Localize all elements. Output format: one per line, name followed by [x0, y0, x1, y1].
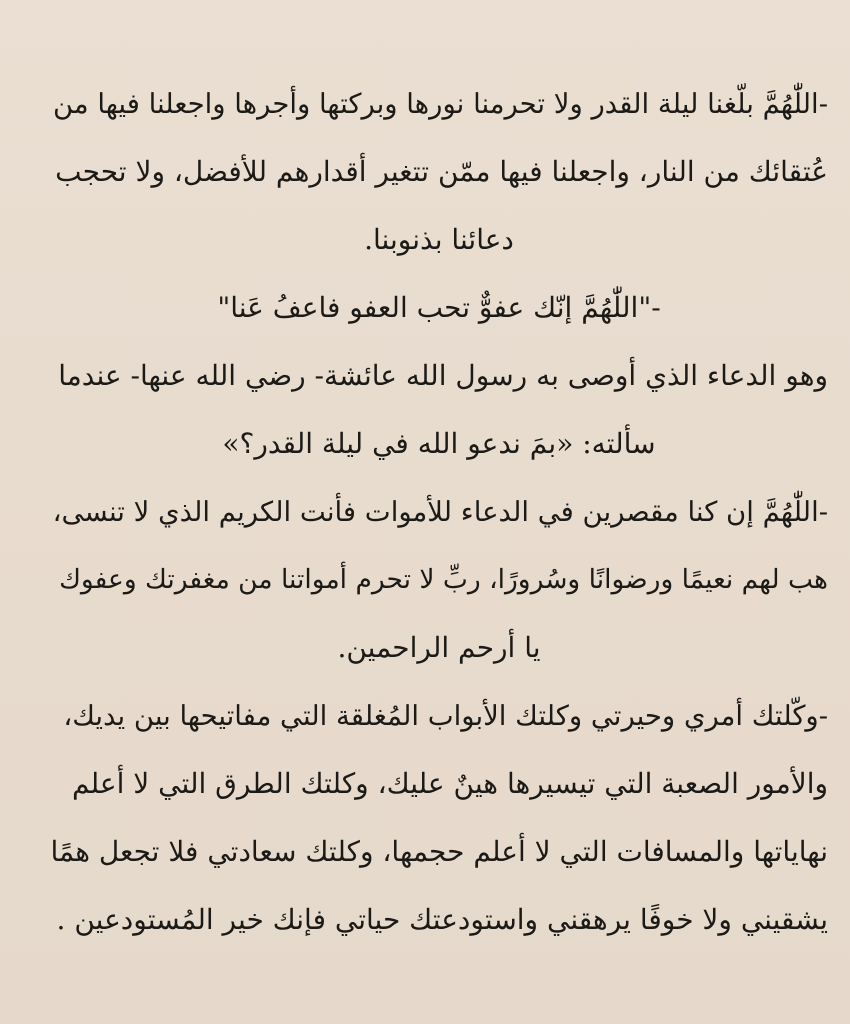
prayer-text-block [50, 70, 828, 954]
text-line: -اللّٰهُمَّ إن كنا مقصرين في الدعاء للأموات فأنت الكريم الذي لا تنسى، [52, 496, 828, 528]
text-line: -اللّٰهُمَّ بلّغنا ليلة القدر ولا تحرمنا نورها وبركتها وأجرها واجعلنا فيها من [52, 88, 828, 120]
text-line: -"اللّٰهُمَّ إنّك عفوٌّ تحب العفو فاعفُ عَنا" [217, 291, 661, 324]
text-line: وهو الدعاء الذي أوصى به رسول الله عائشة- رضي الله عنها- عندما [58, 359, 828, 392]
text-line: عُتقائك من النار، واجعلنا فيها ممّن تتغير أقدارهم للأفضل، ولا تحجب [55, 155, 828, 188]
text-line: يا أرحم الراحمين. [337, 631, 541, 664]
text-line: يشقيني ولا خوفًا يرهقني واستودعتك حياتي فإنك خير المُستودعين . [56, 903, 828, 936]
text-line: سألته: «بمَ ندعو الله في ليلة القدر؟» [222, 427, 656, 460]
text-line: والأمور الصعبة التي تيسيرها هينٌ عليك، وكلتك الطرق التي لا أعلم [72, 767, 828, 800]
text-line: هب لهم نعيمًا ورضوانًا وسُرورًا، ربِّ لا تحرم أمواتنا من مغفرتك وعفوك [59, 564, 828, 595]
text-line: دعائنا بذنوبنا. [364, 223, 514, 256]
text-line: نهاياتها والمسافات التي لا أعلم حجمها، وكلتك سعادتي فلا تجعل همًا [50, 835, 828, 868]
text-line: -وكّلتك أمري وحيرتي وكلتك الأبواب المُغلقة التي مفاتيحها بين يديك، [63, 700, 828, 732]
